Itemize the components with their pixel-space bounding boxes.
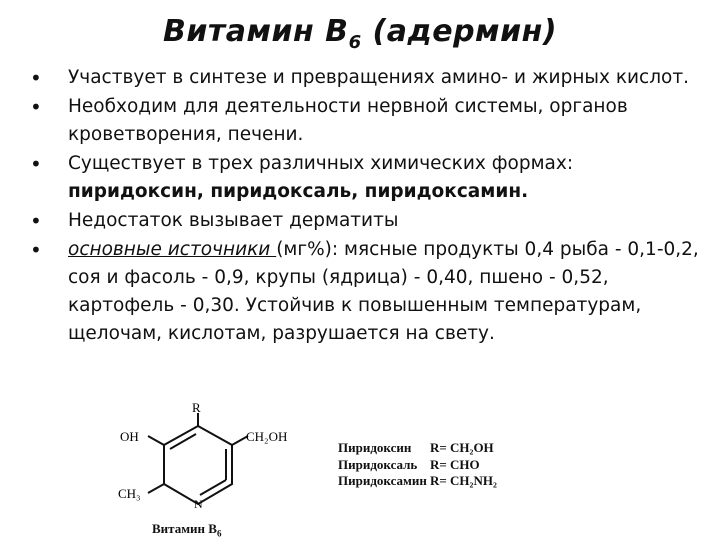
- bullet-item: [30, 93, 700, 149]
- bullet-underlined-text: основные источники: [68, 239, 277, 260]
- form-row: [338, 440, 497, 457]
- bullet-text: Недостаток вызывает дерматиты: [68, 210, 399, 231]
- structure-caption: [152, 521, 221, 539]
- form-row: [338, 473, 497, 490]
- structure-svg: [110, 398, 310, 538]
- slide-title: [0, 14, 720, 53]
- bullet-text: (мг%): мясные продукты 0,4 рыба - 0,1-0,2, соя и фасоль - 0,9, крупы (ядрица) - 0,40, пшено - 0,52, картофель - 0,30. Устойчив к повышенным температурам, щелочам, кислотам, разрушается на свету.: [68, 239, 699, 344]
- title-subscript: 6: [348, 32, 362, 53]
- title-suffix: (адермин): [361, 14, 558, 49]
- forms-list: [338, 440, 497, 490]
- title-text: Витамин B: [162, 14, 349, 49]
- bullet-item: [30, 64, 700, 92]
- form-formula: R= CH₂OH: [430, 440, 494, 455]
- ch3-label: CH₃: [118, 486, 141, 501]
- bullet-item: [30, 150, 700, 206]
- form-formula: R= CH₂NH₂: [430, 473, 497, 488]
- bullet-text: Необходим для деятельности нервной системы, органов кроветворения, печени.: [68, 96, 628, 145]
- caption-subscript: 6: [216, 528, 222, 539]
- bullet-list: [30, 64, 700, 349]
- ch2oh-label: CH₂OH: [246, 429, 288, 444]
- form-formula: R= CHO: [430, 456, 480, 472]
- form-row: [338, 457, 497, 474]
- pyridoxine-structure: [110, 398, 310, 538]
- bullet-text: Участвует в синтезе и превращениях амино- и жирных кислот.: [68, 67, 690, 88]
- bullet-item: [30, 236, 700, 348]
- r-label: R: [192, 400, 201, 415]
- n-label: N: [194, 497, 203, 511]
- bullet-area: [0, 64, 720, 410]
- bullet-item: [30, 207, 700, 235]
- form-name: Пиридоксаль: [338, 456, 418, 472]
- bullet-text: Существует в трех различных химических формах:: [68, 153, 574, 174]
- caption-text: Витамин B: [152, 521, 217, 536]
- form-name: Пиридоксин: [338, 440, 412, 455]
- form-name: Пиридоксамин: [338, 473, 427, 488]
- oh-label: OH: [120, 429, 139, 444]
- bullet-bold-text: пиридоксин, пиридоксаль, пиридоксамин.: [68, 181, 529, 202]
